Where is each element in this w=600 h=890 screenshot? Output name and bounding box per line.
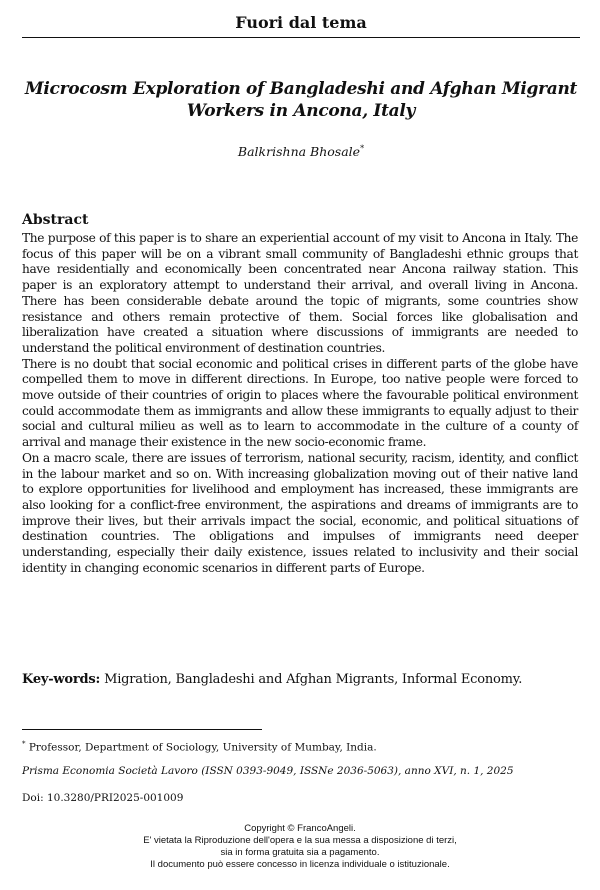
abstract-heading: Abstract — [22, 212, 89, 228]
author-footnote-marker: * — [360, 144, 365, 153]
keywords — [22, 671, 578, 689]
footnote — [22, 737, 578, 755]
author — [22, 141, 580, 160]
paper-title — [22, 78, 580, 122]
title-line-1: Microcosm Exploration of Bangladeshi and Afghan Migrant — [24, 79, 578, 99]
author-name: Balkrishna Bhosale — [237, 144, 361, 160]
copyright-line-3: sia in forma gratuita sia a pagamento. — [220, 847, 380, 858]
abstract-paragraph: On a macro scale, there are issues of terrorism, national security, racism, identity, and conflict in the labour market and so on. With increasing globalization moving out of their native land to explore opportunities for livelihood and employment has increased, these immigrants are also looking for a conflict-free environment, the aspirations and dreams of immigrants are to improve their lives, but their arrivals impact the social, economic, and political situations of destination countries. The obligations and impulses of immigrants need deeper understanding, especially their daily existence, issues related to inclusivity and their social identity in changing economic scenarios in different parts of Europe. — [22, 450, 578, 575]
abstract-paragraph: The purpose of this paper is to share an experiential account of my visit to Ancona in Italy. The focus of this paper will be on a vibrant small community of Bangladeshi ethnic groups that have residentially and economically been concentrated near Ancona railway station. This paper is an exploratory attempt to understand their arrival, and overall living in Ancona. There has been considerable debate around the topic of migrants, some countries show resistance and others remain protective of them. Social forces like globalisation and liberalization have created a situation where discussions of immigrants are needed to understand the political environment of destination countries. — [22, 231, 578, 355]
title-line-2: Workers in Ancona, Italy — [186, 101, 416, 121]
abstract-body — [22, 231, 578, 576]
copyright-notice — [22, 823, 578, 871]
keywords-label: Key-words: — [22, 672, 101, 687]
header-divider — [22, 37, 580, 38]
keywords-text: Migration, Bangladeshi and Afghan Migrants, Informal Economy. — [104, 672, 523, 687]
copyright-line-1: Copyright © FrancoAngeli. — [244, 823, 356, 834]
section-header: Fuori dal tema — [235, 13, 367, 32]
footnote-divider — [22, 729, 262, 730]
copyright-line-2: E' vietata la Riproduzione dell'opera e la sua messa a disposizione di terzi, — [143, 835, 457, 846]
doi: Doi: 10.3280/PRI2025-001009 — [22, 792, 184, 804]
footnote-marker: * — [22, 740, 26, 748]
copyright-line-4: Il documento può essere concesso in licenza individuale o istituzionale. — [150, 859, 450, 870]
abstract-paragraph: There is no doubt that social economic and political crises in different parts of the globe have compelled them to move in different directions. In Europe, too native people were forced to move outside of their countries of origin to places where the favourable political environment could accommodate them as immigrants and allow these immigrants to equally adjust to their social and cultural milieu as well as to learn to accommodate in the culture of a county of arrival and manage their existence in the new socio-economic frame. — [22, 356, 578, 450]
journal-citation: Prisma Economia Società Lavoro (ISSN 0393-9049, ISSNe 2036-5063), anno XVI, n. 1, 2025 — [22, 765, 514, 777]
footnote-text: Professor, Department of Sociology, University of Mumbay, India. — [28, 741, 377, 754]
